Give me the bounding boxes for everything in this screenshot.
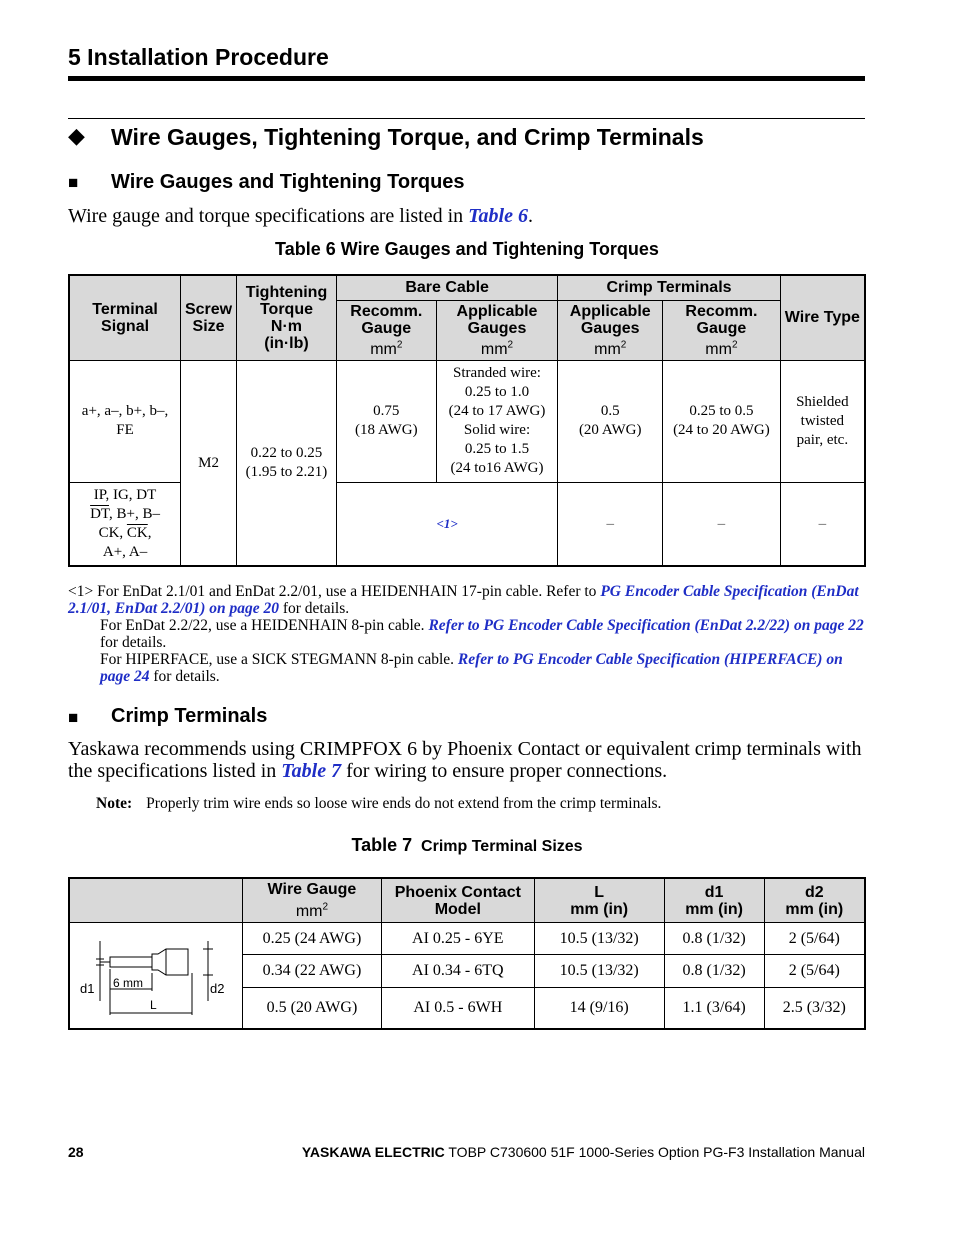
cell-model-1: AI 0.25 - 6YE (381, 923, 534, 955)
cell-l-3: 14 (9/16) (534, 987, 664, 1029)
header-bare-recomm-gauge: Recomm. Gauge $mm^2$ (336, 300, 436, 360)
cell-l-2: 10.5 (13/32) (534, 955, 664, 987)
note (96, 795, 661, 813)
section-title: Wire Gauges, Tightening Torque, and Crimp Terminals (111, 124, 704, 150)
wire-gauges-table (68, 274, 866, 567)
header-crimp-recomm-gauge: Recomm. Gauge $mm^2$ (663, 300, 781, 360)
header-diagram (69, 878, 243, 923)
table7-link[interactable]: Table 7 (281, 760, 342, 782)
header-model: Phoenix Contact Model (381, 878, 534, 923)
intro-end: . (527, 205, 533, 227)
intro-text: Wire gauge and torque specifications are listed in (68, 205, 469, 227)
header-wire-gauge: Wire Gauge $mm^2$ (243, 878, 382, 923)
cell-gauge-3: 0.5 (20 AWG) (243, 987, 382, 1029)
chapter-rule (68, 76, 865, 81)
cell-crimp-recomm: 0.25 to 0.5 (24 to 20 AWG) (663, 360, 781, 482)
cell-bare-ref (336, 482, 557, 566)
footer-doc-title: YASKAWA ELECTRIC TOBP C730600 51F 1000-Series Option PG-F3 Installation Manual (301, 1144, 865, 1160)
header-d1: d1 mm (in) (664, 878, 764, 923)
cell-model-3: AI 0.5 - 6WH (381, 987, 534, 1029)
cell-model-2: AI 0.34 - 6TQ (381, 955, 534, 987)
header-d2: d2 mm (in) (764, 878, 865, 923)
chapter-title: 5 Installation Procedure (68, 44, 329, 70)
table7-caption: Table 7 Crimp Terminal Sizes (351, 835, 583, 855)
cell-gauge-1: 0.25 (24 AWG) (243, 923, 382, 955)
header-bare-cable: Bare Cable (336, 275, 557, 300)
hiperface-link[interactable]: Refer to PG Encoder Cable Specification (HIPERFACE) on page 24 (100, 651, 843, 685)
header-wire-type: Wire Type (780, 275, 865, 360)
cell-d2-1: 2 (5/64) (764, 923, 865, 955)
diagram-label-d1: d1 (80, 981, 95, 996)
endat-22-link[interactable]: Refer to PG Encoder Cable Specification (EnDat 2.2/22) on page 22 (428, 617, 864, 634)
cell-bare-recomm: 0.75 (18 AWG) (336, 360, 436, 482)
note-label: Note: (96, 795, 133, 812)
header-bare-applicable-gauges: Applicable Gauges $mm^2$ (436, 300, 558, 360)
header-tightening-torque: Tightening Torque N·m (in·lb) (237, 275, 337, 360)
footnote-1-link[interactable]: <1> (436, 516, 458, 532)
cell-screw: M2 (181, 360, 237, 566)
cell-signal-2: IP, IG, DT $\overline{DT}$, B+, B– CK, $\overline{CK}$, A+, A– (69, 482, 181, 566)
page-number: 28 (68, 1144, 84, 1160)
cell-wire-type: Shielded twisted pair, etc. (780, 360, 865, 482)
cell-d1-3: 1.1 (3/64) (664, 987, 764, 1029)
note-text: Properly trim wire ends so loose wire ends do not extend from the crimp terminals. (146, 795, 662, 812)
footnote-line-2: For EnDat 2.2/22, use a HEIDENHAIN 8-pin cable. Refer to PG Encoder Cable Specification (EnDat 2.2/22) on page 22 for details. (100, 617, 864, 651)
header-screw-size: Screw Size (181, 275, 237, 360)
cell-d1-1: 0.8 (1/32) (664, 923, 764, 955)
cell-signal-1: a+, a–, b+, b–, FE (69, 360, 181, 482)
cell-crimp-applicable-2: – (558, 482, 663, 566)
cell-d1-2: 0.8 (1/32) (664, 955, 764, 987)
header-crimp-applicable-gauges: Applicable Gauges $mm^2$ (558, 300, 663, 360)
cell-torque: 0.22 to 0.25 (1.95 to 2.21) (237, 360, 337, 566)
cell-d2-2: 2 (5/64) (764, 955, 865, 987)
subsection-title-crimp-terminals: Crimp Terminals (111, 705, 268, 727)
endat-21-link[interactable]: PG Encoder Cable Specification (EnDat 2.1/01, EnDat 2.2/01) on page 20 (68, 583, 859, 617)
table-row (69, 923, 865, 955)
cell-bare-applicable: Stranded wire: 0.25 to 1.0 (24 to 17 AWG) Solid wire: 0.25 to 1.5 (24 to16 AWG) (436, 360, 558, 482)
section-rule (68, 118, 865, 119)
cell-crimp-recomm-2: – (663, 482, 781, 566)
footnote-line-3: For HIPERFACE, use a SICK STEGMANN 8-pin cable. Refer to PG Encoder Cable Specification (HIPERFACE) on page 24 for details. (100, 651, 843, 685)
cell-l-1: 10.5 (13/32) (534, 923, 664, 955)
diamond-icon: ◆ (68, 123, 85, 148)
intro-paragraph-2: Yaskawa recommends using CRIMPFOX 6 by Phoenix Contact or equivalent crimp terminals with the specifications listed in Table 7 for wiring to ensure proper connections. (68, 738, 862, 782)
table-row (69, 360, 865, 482)
diagram-label-d2: d2 (210, 981, 225, 996)
table6-link[interactable]: Table 6 (468, 205, 528, 227)
intro-paragraph-1 (68, 205, 533, 228)
table6-caption: Table 6 Wire Gauges and Tightening Torques (275, 239, 659, 259)
cell-wire-type-2: – (780, 482, 865, 566)
footnote-line-1: <1> For EnDat 2.1/01 and EnDat 2.2/01, use a HEIDENHAIN 17-pin cable. Refer to PG Encoder Cable Specification (EnDat 2.1/01, EnDat 2.2/01) on page 20 for details. (68, 583, 859, 617)
diagram-label-l: L (150, 998, 157, 1012)
cell-crimp-applicable: 0.5 (20 AWG) (558, 360, 663, 482)
table6-footnotes (68, 583, 868, 685)
header-crimp-terminals: Crimp Terminals (558, 275, 780, 300)
square-bullet-icon: ■ (68, 708, 79, 727)
cell-d2-3: 2.5 (3/32) (764, 987, 865, 1029)
header-terminal-signal: Terminal Signal (69, 275, 181, 360)
crimp-terminal-drawing (70, 923, 242, 1023)
crimp-terminal-table (68, 877, 866, 1030)
cell-gauge-2: 0.34 (22 AWG) (243, 955, 382, 987)
diagram-label-6mm: 6 mm (113, 976, 143, 990)
subsection-title-wire-gauges: Wire Gauges and Tightening Torques (111, 171, 465, 193)
square-bullet-icon: ■ (68, 173, 79, 192)
crimp-terminal-diagram (69, 923, 243, 1030)
header-l: L mm (in) (534, 878, 664, 923)
